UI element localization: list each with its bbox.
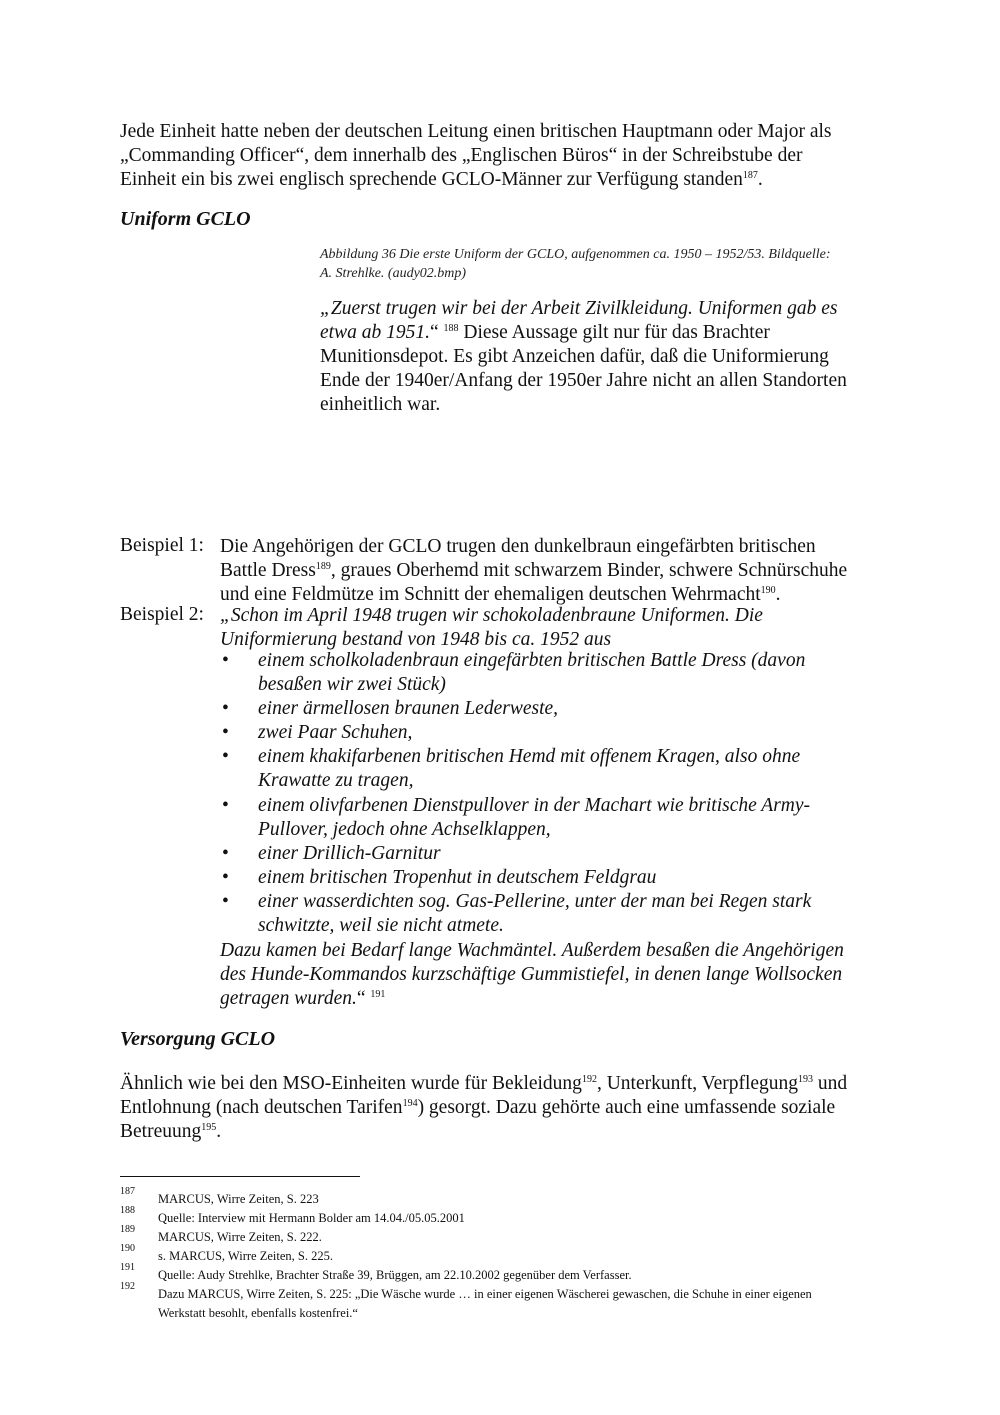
example-line-text: , graues Oberhemd mit schwarzem Binder, schwere Schnürschuhe <box>330 560 848 581</box>
caption-line: A. Strehlke. (audy02.bmp) <box>320 266 467 281</box>
bullet-icon: • <box>222 891 229 912</box>
quote-line: Ende der 1940er/Anfang der 1950er Jahre nicht an allen Standorten <box>320 370 847 391</box>
example-label-2: Beispiel 2: <box>120 604 204 625</box>
versorgung-text: ) gesorgt. Dazu gehörte auch eine umfassende soziale <box>417 1097 836 1118</box>
versorgung-text: Entlohnung (nach deutschen Tarifen <box>120 1097 403 1118</box>
intro-line-end: . <box>757 169 763 190</box>
list-item: einem olivfarbenen Dienstpullover in der Machart wie britische Army- <box>258 795 811 816</box>
intro-line: „Commanding Officer“, dem innerhalb des „Englischen Büros“ in der Schreibstube der <box>120 145 803 166</box>
list-item-continuation: besaßen wir zwei Stück) <box>258 674 446 695</box>
list-item: einer ärmellosen braunen Lederweste, <box>258 698 559 719</box>
footnote-ref[interactable]: 195 <box>201 1122 217 1133</box>
list-item: einem scholkoladenbraun eingefärbten britischen Battle Dress (davon <box>258 650 806 671</box>
footnote-ref[interactable]: 191 <box>370 989 386 1000</box>
footnote-ref[interactable]: 187 <box>742 170 758 181</box>
figure-caption <box>320 245 831 283</box>
quote-line: „Zuerst trugen wir bei der Arbeit Zivilkleidung. Uniformen gab es <box>320 298 838 319</box>
bullet-icon: • <box>222 650 229 671</box>
quote-line-italic: etwa ab 1951. <box>320 322 430 343</box>
example-line-text: Battle Dress <box>220 560 316 581</box>
footnote-ref[interactable]: 188 <box>443 323 459 334</box>
versorgung-line <box>120 1072 847 1096</box>
list-item: einer Drillich-Garnitur <box>258 843 441 864</box>
quote-line-rest: Diese Aussage gilt nur für das Brachter <box>458 322 770 343</box>
example-line <box>220 559 847 583</box>
versorgung-line <box>120 1096 847 1120</box>
example-line: Dazu kamen bei Bedarf lange Wachmäntel. Außerdem besaßen die Angehörigen <box>220 940 844 961</box>
quote-line <box>320 321 847 345</box>
footnote-number: 188 <box>120 1205 135 1216</box>
intro-line <box>120 168 832 192</box>
caption-line: Abbildung 36 Die erste Uniform der GCLO, aufgenommen ca. 1950 – 1952/53. Bildquelle: <box>320 247 831 262</box>
footnote-number: 187 <box>120 1186 135 1197</box>
list-item: einem khakifarbenen britischen Hemd mit offenem Kragen, also ohne <box>258 746 801 767</box>
versorgung-text: Ähnlich wie bei den MSO-Einheiten wurde für Bekleidung <box>120 1073 582 1094</box>
list-item-continuation: Krawatte zu tragen, <box>258 770 414 791</box>
list-item: einem britischen Tropenhut in deutschem Feldgrau <box>258 867 657 888</box>
bullet-icon: • <box>222 746 229 767</box>
footnote-number: 192 <box>120 1281 135 1292</box>
list-item: einer wasserdichten sog. Gas-Pellerine, unter der man bei Regen stark <box>258 891 812 912</box>
example-label-1: Beispiel 1: <box>120 535 204 556</box>
example-line-end: . <box>775 584 781 605</box>
example-line: Uniformierung bestand von 1948 bis ca. 1952 aus <box>220 629 612 650</box>
bullet-icon: • <box>222 795 229 816</box>
example-line: Die Angehörigen der GCLO trugen den dunkelbraun eingefärbten britischen <box>220 536 816 557</box>
footnote-text: MARCUS, Wirre Zeiten, S. 223 <box>158 1192 319 1206</box>
footnote-text: MARCUS, Wirre Zeiten, S. 222. <box>158 1230 322 1244</box>
footnote-number: 190 <box>120 1243 135 1254</box>
footnote-ref[interactable]: 189 <box>315 561 331 572</box>
example-line: des Hunde-Kommandos kurzschäftige Gummistiefel, in denen lange Wollsocken <box>220 964 843 985</box>
footnote-text: Quelle: Audy Strehlke, Brachter Straße 39, Brüggen, am 22.10.2002 gegenüber dem Verfasser. <box>158 1268 632 1282</box>
example-2-intro <box>220 604 763 652</box>
footnote-ref[interactable]: 193 <box>798 1074 814 1085</box>
bullet-icon: • <box>222 698 229 719</box>
footnote-ref[interactable]: 194 <box>402 1098 418 1109</box>
example-line-text: getragen wurden. <box>220 988 357 1009</box>
intro-line: Jede Einheit hatte neben der deutschen Leitung einen britischen Hauptmann oder Major als <box>120 121 832 142</box>
example-2-closing <box>220 939 844 1011</box>
versorgung-text: und <box>813 1073 848 1094</box>
footnote-number: 189 <box>120 1224 135 1235</box>
example-1-text <box>220 535 847 607</box>
footnote-text: Quelle: Interview mit Hermann Bolder am 14.04./05.05.2001 <box>158 1211 465 1225</box>
example-line-text: und eine Feldmütze im Schnitt der ehemaligen deutschen Wehrmacht <box>220 584 761 605</box>
bullet-icon: • <box>222 843 229 864</box>
bullet-icon: • <box>222 722 229 743</box>
example-line <box>220 987 844 1011</box>
footnote-separator <box>120 1176 360 1177</box>
versorgung-text: . <box>216 1121 222 1142</box>
example-line: „Schon im April 1948 trugen wir schokoladenbraune Uniformen. Die <box>220 605 763 626</box>
footnote-text: s. MARCUS, Wirre Zeiten, S. 225. <box>158 1249 333 1263</box>
versorgung-paragraph <box>120 1072 847 1144</box>
intro-paragraph <box>120 120 832 192</box>
footnote-number: 191 <box>120 1262 135 1273</box>
list-item-continuation: Pullover, jedoch ohne Achselklappen, <box>258 819 551 840</box>
footnote-ref[interactable]: 192 <box>581 1074 597 1085</box>
quote-close: “ <box>429 322 439 343</box>
intro-line-text: Einheit ein bis zwei englisch sprechende GCLO-Männer zur Verfügung standen <box>120 169 743 190</box>
section-heading-uniform: Uniform GCLO <box>120 208 251 230</box>
footnote-ref[interactable]: 190 <box>760 585 776 596</box>
quote-line: einheitlich war. <box>320 394 441 415</box>
quote-line: Munitionsdepot. Es gibt Anzeichen dafür, daß die Uniformierung <box>320 346 829 367</box>
list-item: zwei Paar Schuhen, <box>258 722 413 743</box>
section-heading-versorgung: Versorgung GCLO <box>120 1028 276 1050</box>
footnote-text-continuation: Werkstatt besohlt, ebenfalls kostenfrei.“ <box>158 1306 358 1320</box>
versorgung-line <box>120 1120 847 1144</box>
versorgung-text: , Unterkunft, Verpflegung <box>596 1073 799 1094</box>
versorgung-text: Betreuung <box>120 1121 202 1142</box>
quote-paragraph <box>320 297 847 417</box>
quote-close: “ <box>356 988 366 1009</box>
list-item-continuation: schwitzte, weil sie nicht atmete. <box>258 915 504 936</box>
bullet-icon: • <box>222 867 229 888</box>
footnote-text: Dazu MARCUS, Wirre Zeiten, S. 225: „Die Wäsche wurde … in einer eigenen Wäscherei gewaschen, die Schuhe in einer eigenen <box>158 1287 812 1301</box>
